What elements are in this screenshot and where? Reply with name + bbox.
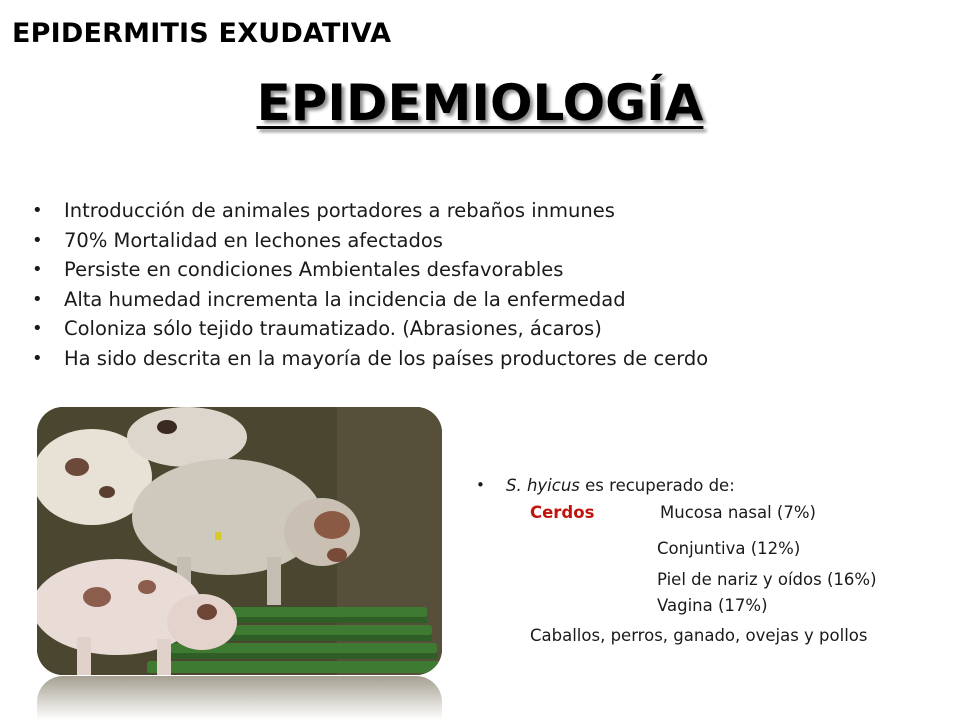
bullet-icon: •	[476, 476, 485, 494]
host-label: Cerdos	[530, 503, 595, 522]
bullet-icon: •	[32, 200, 43, 221]
bullet-list	[30, 196, 708, 374]
site-item: Vagina (17%)	[657, 596, 768, 615]
page-title: EPIDEMIOLOGÍA	[256, 74, 704, 132]
piglets-image	[37, 407, 442, 675]
piglet-photo	[37, 407, 442, 675]
species-name: S. hyicus	[506, 476, 580, 495]
site-item: Conjuntiva (12%)	[657, 539, 801, 558]
other-hosts: Caballos, perros, ganado, ovejas y pollos	[530, 626, 868, 645]
bullet-icon: •	[32, 259, 43, 281]
list-item: • Introducción de animales portadores a rebaños inmunes	[30, 196, 708, 226]
site-item: Piel de nariz y oídos (16%)	[657, 570, 877, 589]
list-item: • Persiste en condiciones Ambientales desfavorables	[30, 255, 708, 285]
list-item: • Ha sido descrita en la mayoría de los países productores de cerdo	[30, 344, 708, 374]
bullet-icon: •	[32, 318, 43, 340]
photo-reflection	[37, 676, 442, 720]
top-title: EPIDERMITIS EXUDATIVA	[12, 18, 392, 49]
list-item: • Alta humedad incrementa la incidencia de la enfermedad	[30, 285, 708, 315]
bullet-icon: •	[32, 288, 43, 310]
bullet-icon: •	[32, 347, 43, 369]
list-item: • Coloniza sólo tejido traumatizado. (Abrasiones, ácaros)	[30, 314, 708, 344]
intro-text: es recuperado de:	[579, 476, 735, 495]
bullet-icon: •	[32, 229, 43, 251]
list-item: • 70% Mortalidad en lechones afectados	[30, 226, 708, 256]
site-item: Mucosa nasal (7%)	[660, 503, 816, 522]
